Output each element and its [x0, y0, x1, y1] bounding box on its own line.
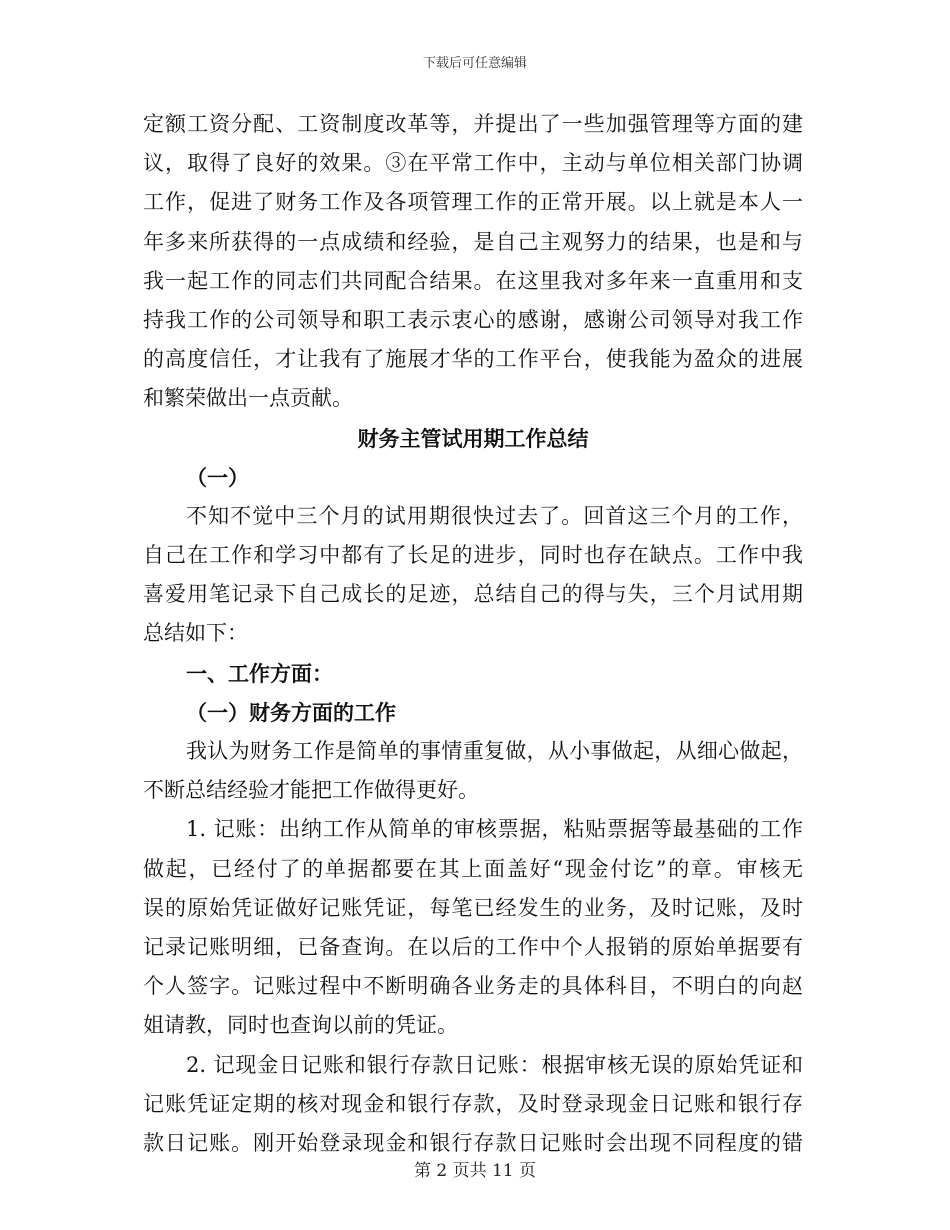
- paragraph-line: 个人签字。记账过程中不断明确各业务走的具体科目，不明白的向赵: [143, 974, 803, 999]
- paragraph-line: 1. 记账：出纳工作从简单的审核票据，粘贴票据等最基础的工作: [186, 817, 803, 842]
- paragraph-line: 我一起工作的同志们共同配合结果。在这里我对多年来一直重用和支: [143, 268, 803, 293]
- paragraph-line: 2. 记现金日记账和银行存款日记账：根据审核无误的原始凭证和: [186, 1052, 803, 1077]
- heading-work-aspect: 一、工作方面：: [186, 660, 333, 686]
- document-body: [143, 105, 803, 1163]
- paragraph-line: 我认为财务工作是简单的事情重复做，从小事做起，从细心做起，: [186, 739, 803, 763]
- paragraph-line: 款日记账。刚开始登录现金和银行存款日记账时会出现不同程度的错: [143, 1130, 803, 1155]
- paragraph-line: 不断总结经验才能把工作做得更好。: [143, 778, 479, 803]
- paragraph-line: 记账凭证定期的核对现金和银行存款，及时登录现金日记账和银行存: [143, 1091, 803, 1116]
- page-header: 下载后可任意编辑: [422, 56, 527, 71]
- paragraph-line: 记录记账明细，已备查询。在以后的工作中个人报销的原始单据要有: [143, 934, 803, 959]
- paragraph-line: 误的原始凭证做好记账凭证，每笔已经发生的业务，及时记账，及时: [143, 895, 803, 920]
- paragraph-line: 定额工资分配、工资制度改革等，并提出了一些加强管理等方面的建: [143, 112, 803, 136]
- paragraph-line: 工作，促进了财务工作及各项管理工作的正常开展。以上就是本人一: [143, 190, 803, 215]
- paragraph-line: 和繁荣做出一点贡献。: [143, 386, 353, 411]
- paragraph-line: 喜爱用笔记录下自己成长的足迹，总结自己的得与失，三个月试用期: [143, 582, 803, 607]
- paragraph-line: 持我工作的公司领导和职工表示衷心的感谢，感谢公司领导对我工作: [143, 307, 803, 332]
- paragraph-line: 姐请教，同时也查询以前的凭证。: [143, 1013, 458, 1038]
- paragraph-line: 做起，已经付了的单据都要在其上面盖好“现金付讫”的章。审核无: [143, 856, 803, 881]
- heading-finance-work: （一）财务方面的工作: [186, 699, 396, 725]
- page-footer: 第 2 页共 11 页: [413, 1161, 537, 1181]
- paragraph-line: 自己在工作和学习中都有了长足的进步，同时也存在缺点。工作中我: [143, 543, 803, 568]
- paragraph-line: 不知不觉中三个月的试用期很快过去了。回首这三个月的工作，: [186, 503, 803, 528]
- section-title: 财务主管试用期工作总结: [357, 425, 589, 451]
- paragraph-line: 议，取得了良好的效果。③在平常工作中，主动与单位相关部门协调: [143, 151, 803, 176]
- subsection-number: （一）: [186, 464, 249, 490]
- paragraph-line: 的高度信任，才让我有了施展才华的工作平台，使我能为盈众的进展: [143, 347, 803, 372]
- paragraph-line: 年多来所获得的一点成绩和经验，是自己主观努力的结果，也是和与: [143, 229, 803, 254]
- paragraph-line: 总结如下：: [143, 621, 248, 646]
